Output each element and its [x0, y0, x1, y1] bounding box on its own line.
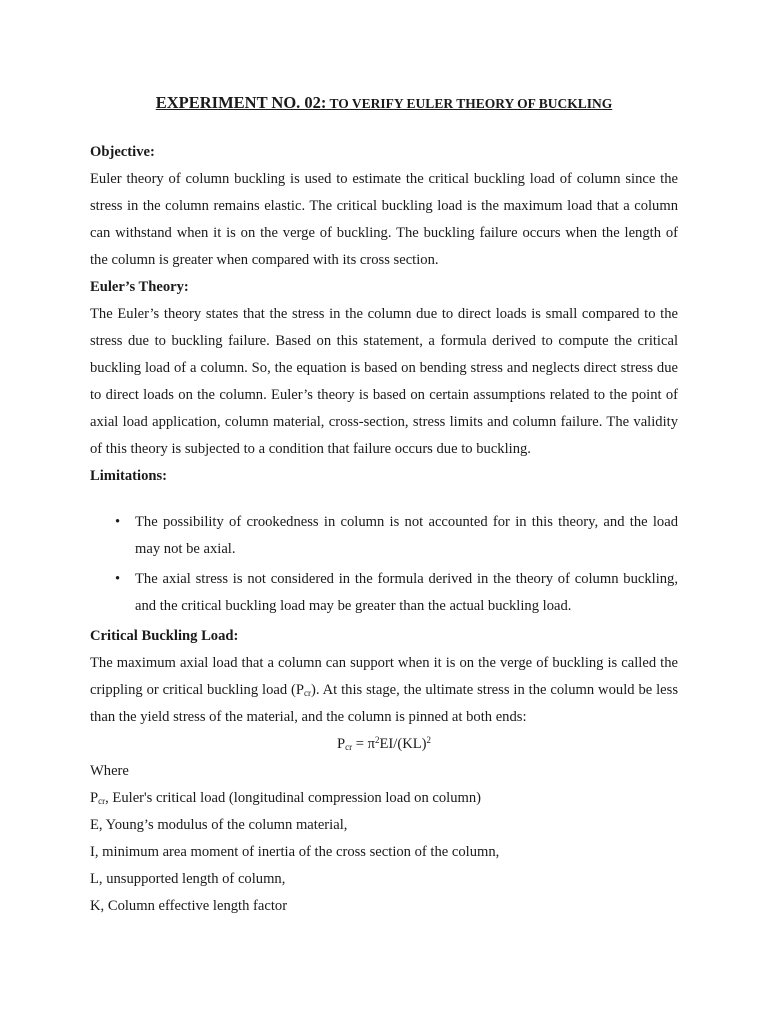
where-label: Where [90, 763, 129, 779]
euler-theory-text: The Euler’s theory states that the stress in the column due to direct loads is small compared to the stress due to buckling failure. Based on this statement, a formula derived to compute the critical buckling load of a column. So, the equation is based on bending stress and neglects direct stress due to direct loads on the column. Euler’s theory is based on certain assumptions related to the point of axial load application, column material, cross-section, stress limits and column failure. The validity of this theory is subjected to a condition that failure occurs due to buckling. [90, 306, 678, 457]
where-e: E, Young’s modulus of the column material, [90, 817, 348, 833]
list-item [90, 509, 678, 563]
where-pcr [90, 785, 678, 812]
euler-theory-heading: Euler’s Theory: [90, 279, 189, 295]
document-body [90, 139, 678, 920]
bullet-icon: • [115, 514, 121, 530]
critical-load-text-part: The maximum axial load that a column can support when it is on the verge of buckling is called the crippling or critical buckling load (P [90, 655, 678, 698]
critical-load-heading: Critical Buckling Load: [90, 628, 239, 644]
where-i: I, minimum area moment of inertia of the cross section of the column, [90, 844, 500, 860]
page-title [0, 93, 768, 113]
where-k: K, Column effective length factor [90, 898, 288, 914]
bullet-icon: • [115, 571, 121, 587]
where-pcr-symbol: P [90, 790, 99, 806]
formula-subscript: cr [345, 742, 353, 752]
limitations-list [90, 509, 678, 620]
where-pcr-subscript: cr [98, 796, 106, 806]
formula-superscript: 2 [426, 735, 432, 745]
euler-formula [90, 731, 678, 758]
where-l: L, unsupported length of column, [90, 871, 286, 887]
spacer [90, 490, 678, 509]
critical-load-text-part: ). At this stage, the ultimate stress in the column would be less than the yield stress of the material, and the column is pinned at both ends: [90, 682, 679, 725]
critical-load-text [90, 650, 678, 731]
subscript-cr: cr [304, 688, 312, 698]
title-main: EXPERIMENT NO. 02: [155, 93, 327, 112]
formula-part: = π [352, 736, 375, 752]
formula-part: EI/(KL) [379, 736, 427, 752]
formula-p: P [336, 736, 346, 752]
objective-text: Euler theory of column buckling is used to estimate the critical buckling load of column since the stress in the column remains elastic. The critical buckling load is the maximum load that a column can withstand when it is on the verge of buckling. The buckling failure occurs when the length of the column is greater when compared with its cross section. [90, 171, 678, 268]
limitations-heading: Limitations: [90, 468, 168, 484]
objective-heading: Objective: [90, 144, 155, 160]
title-sub: TO VERIFY EULER THEORY OF BUCKLING [326, 96, 613, 111]
formula-superscript: 2 [375, 735, 380, 745]
list-item-text: The possibility of crookedness in column is not accounted for in this theory, and the load may not be axial. [135, 514, 678, 557]
list-item [90, 566, 678, 620]
where-pcr-desc: , Euler's critical load (longitudinal compression load on column) [105, 790, 482, 806]
list-item-text: The axial stress is not considered in the formula derived in the theory of column buckling, and the critical buckling load may be greater than the actual buckling load. [135, 571, 678, 614]
